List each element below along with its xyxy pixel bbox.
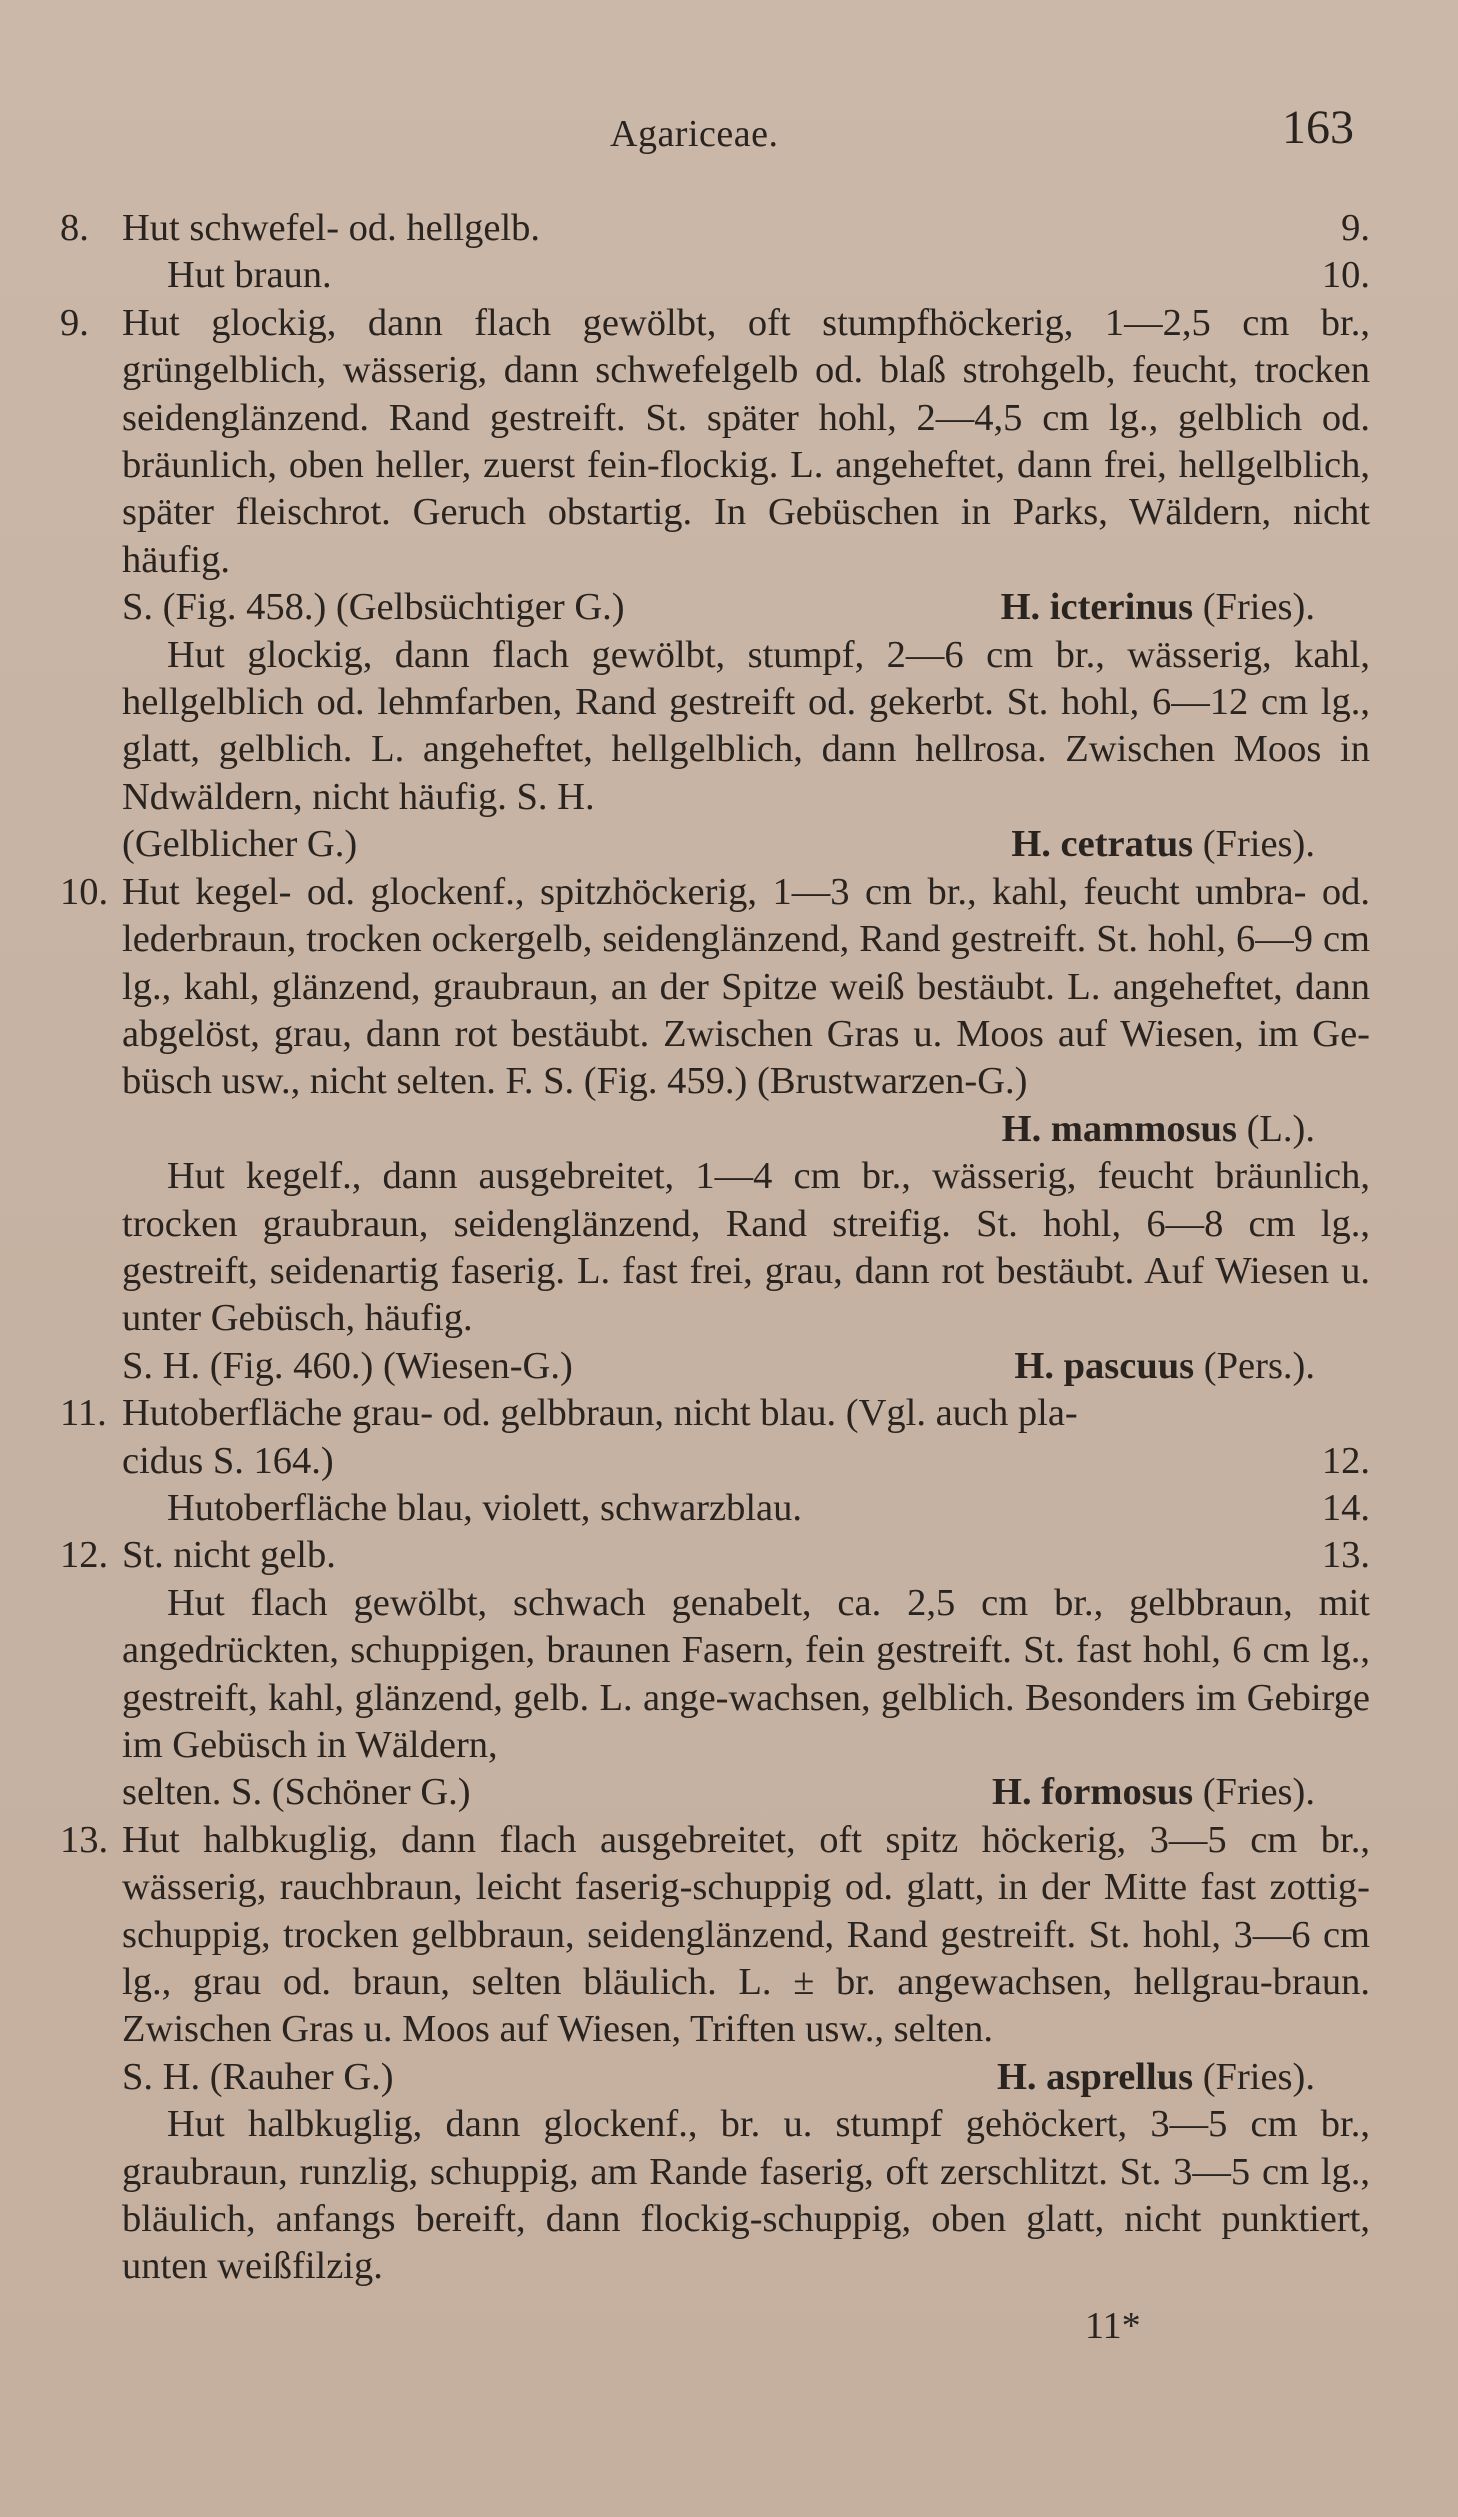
couplet-reference: 14. xyxy=(1321,1486,1370,1529)
species-line xyxy=(122,1769,1370,1816)
species-description: Hut kegelf., dann ausgebreitet, 1—4 cm br., wässerig, feucht bräunlich, trocken graubraun, seidenglänzend, Rand streifig. St. hohl, 6—8 cm lg., gestreift, seidenartig faserig. L. fast frei, grau, dann rot bestäubt. Auf Wiesen u. unter Gebüsch, häufig. xyxy=(122,1155,1370,1340)
species-description: Hut glockig, dann flach gewölbt, stumpf, 2—6 cm br., wässerig, kahl, hellgelblich od. lehmfarben, Rand gestreift od. gekerbt. St. hohl, 6—12 cm lg., glatt, gelblich. L. angeheftet, hellgelblich, dann hellrosa. Zwischen Moos in Ndwäldern, nicht häufig. S. H. xyxy=(122,633,1370,818)
key-entry-11 xyxy=(60,1390,1370,1532)
species-description: Hut halbkuglig, dann flach ausgebreitet, oft spitz höckerig, 3—5 cm br., wässerig, rauchbraun, leicht faserig-schuppig od. glatt, in der Mitte fast zottig-schuppig, trocken gelbbraun, seidenglänzend, Rand gestreift. St. hohl, 3—6 cm lg., grau od. braun, selten bläulich. L. ± br. angewachsen, hellgrau-braun. Zwischen Gras u. Moos auf Wiesen, Triften usw., selten. xyxy=(122,1818,1370,2051)
species-note: S. H. (Fig. 460.) (Wiesen-G.) xyxy=(122,1344,573,1387)
running-head xyxy=(0,100,1458,160)
couplet-b xyxy=(122,252,1370,299)
couplet-a xyxy=(122,205,1370,252)
running-head-title: Agariceae. xyxy=(610,113,779,155)
species-name: H. mammosus (L.). xyxy=(1001,1107,1315,1150)
couplet-reference: 9. xyxy=(1341,207,1370,249)
couplet-text: Hut braun. xyxy=(167,254,332,297)
species-line xyxy=(122,2054,1370,2101)
couplet-text: St. nicht gelb. xyxy=(122,1534,336,1577)
key-entry-10 xyxy=(60,869,1370,1390)
couplet-text: Hutoberfläche grau- od. gelbbraun, nicht blau. (Vgl. auch pla- xyxy=(122,1392,1078,1435)
entry-number: 13. xyxy=(60,1818,109,1861)
signature-mark: 11* xyxy=(1085,2305,1141,2347)
couplet-b xyxy=(122,1485,1370,1532)
entry-number: 10. xyxy=(60,870,109,913)
species-note: S. H. (Rauher G.) xyxy=(122,2055,394,2098)
species-name: H. icterinus (Fries). xyxy=(1000,586,1315,629)
couplet-reference: 10. xyxy=(1321,254,1370,297)
species-note: S. (Fig. 458.) (Gelbsüchtiger G.) xyxy=(122,586,625,629)
couplet-text: Hutoberfläche blau, violett, schwarzblau. xyxy=(167,1486,803,1529)
species-line xyxy=(122,584,1370,631)
entry-number: 11. xyxy=(60,1392,107,1435)
couplet-text: cidus S. 164.) xyxy=(122,1439,334,1482)
species-description: Hut halbkuglig, dann glockenf., br. u. stumpf gehöckert, 3—5 cm br., graubraun, runzlig, schuppig, am Rande faserig, oft zerschlitzt. St. 3—5 cm lg., bläulich, anfangs bereift, dann flockig-schuppig, oben glatt, nicht punktiert, unten weißfilzig. xyxy=(122,2103,1370,2288)
species-name: H. cetratus (Fries). xyxy=(1011,823,1315,866)
couplet-reference: 13. xyxy=(1321,1534,1370,1577)
species-description: Hut glockig, dann flach gewölbt, oft stumpfhöckerig, 1—2,5 cm br., grüngelblich, wässerig, dann schwefelgelb od. blaß strohgelb, feucht, trocken seidenglänzend. Rand gestreift. St. später hohl, 2—4,5 cm lg., gelblich od. bräunlich, oben heller, zuerst fein-flockig. L. angeheftet, dann frei, hellgelblich, später fleischrot. Geruch obstartig. In Gebüschen in Parks, Wäldern, nicht häufig. xyxy=(122,301,1370,581)
entry-number: 8. xyxy=(60,207,89,249)
species-note: (Gelblicher G.) xyxy=(122,823,358,866)
species-name: H. asprellus (Fries). xyxy=(996,2055,1315,2098)
key-entry-9 xyxy=(60,300,1370,869)
key-entry-8 xyxy=(60,205,1370,300)
key-text xyxy=(60,205,1370,2291)
couplet-a xyxy=(122,1532,1370,1579)
entry-number: 9. xyxy=(60,301,89,344)
species-name: H. formosus (Fries). xyxy=(992,1771,1315,1814)
species-name: H. pascuus (Pers.). xyxy=(1014,1344,1315,1387)
key-entry-12 xyxy=(60,1532,1370,1816)
species-description: Hut flach gewölbt, schwach genabelt, ca. 2,5 cm br., gelbbraun, mit angedrückten, schuppigen, braunen Fasern, fein gestreift. St. fast hohl, 6 cm lg., gestreift, kahl, glänzend, gelb. L. ange-wachsen, gelblich. Besonders im Gebirge im Gebüsch in Wäldern, xyxy=(122,1581,1370,1766)
couplet-a xyxy=(122,1438,1370,1485)
couplet-text: Hut schwefel- od. hellgelb. xyxy=(122,207,541,249)
key-entry-13 xyxy=(60,1817,1370,2291)
entry-number: 12. xyxy=(60,1534,109,1577)
page-number: 163 xyxy=(1282,101,1354,154)
species-line xyxy=(122,1106,1370,1153)
species-note: selten. S. (Schöner G.) xyxy=(122,1771,471,1814)
species-line xyxy=(122,821,1370,868)
species-line xyxy=(122,1343,1370,1390)
species-description: Hut kegel- od. glockenf., spitzhöckerig, 1—3 cm br., kahl, feucht umbra- od. lederbraun, trocken ockergelb, seidenglänzend, Rand gestreift. St. hohl, 6—9 cm lg., kahl, glänzend, graubraun, an der Spitze weiß bestäubt. L. angeheftet, dann abgelöst, grau, dann rot bestäubt. Zwischen Gras u. Moos auf Wiesen, im Ge-büsch usw., nicht selten. F. S. (Fig. 459.) (Brustwarzen-G.) xyxy=(122,870,1370,1103)
couplet-reference: 12. xyxy=(1321,1439,1370,1482)
